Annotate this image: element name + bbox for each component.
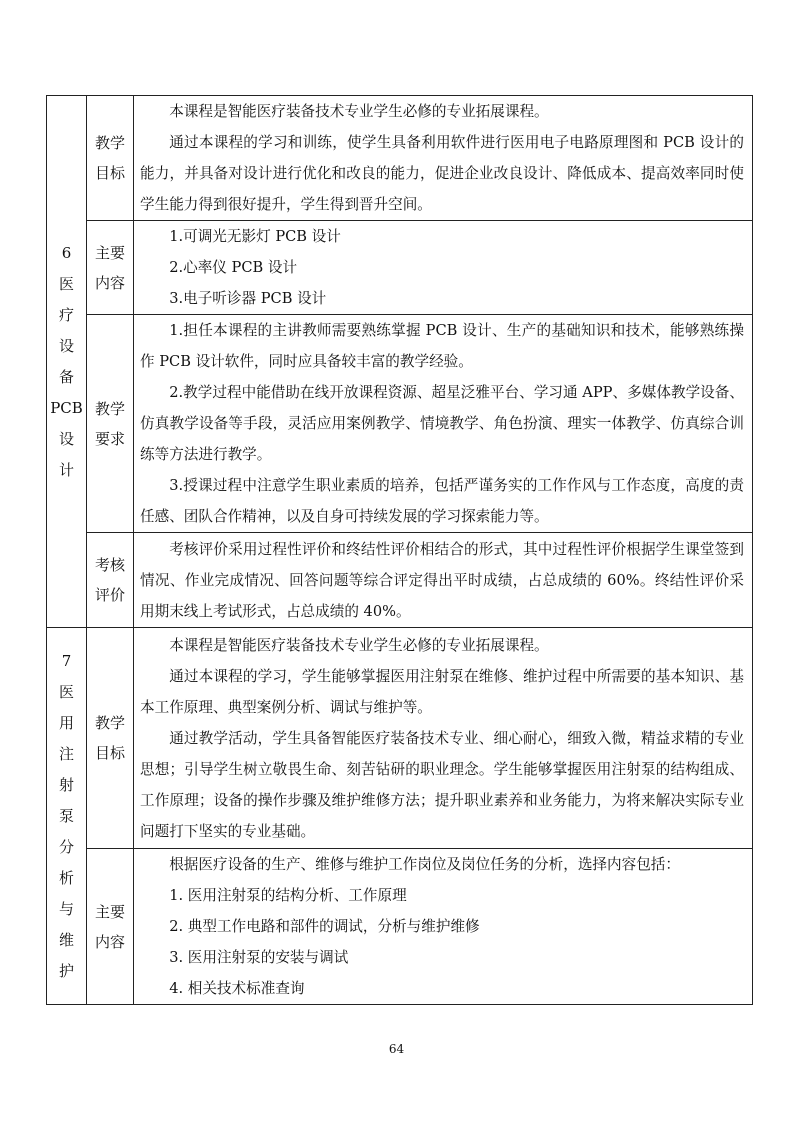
row-label: 目标 (94, 744, 125, 762)
course-title-char: 设 (58, 336, 74, 355)
row-label-cell (87, 315, 134, 533)
course-title-char: 6 (61, 243, 72, 262)
content-paragraph: 1.担任本课程的主讲教师需要熟练掌握 PCB 设计、生产的基础知识和技术，能够熟练操作 PCB 设计软件，同时应具备较丰富的教学经验。 (140, 322, 744, 370)
content-paragraph: 3.电子听诊器 PCB 设计 (169, 290, 327, 307)
course-title-char: PCB (50, 398, 83, 417)
course-title-char: 备 (58, 367, 74, 386)
course-table (46, 95, 753, 1005)
content-paragraph: 3. 医用注射泵的安装与调试 (169, 949, 349, 966)
course-title-char: 泵 (58, 806, 74, 825)
course-title-char: 与 (58, 899, 74, 918)
course-title-char: 医 (58, 274, 74, 293)
content-paragraph: 4. 相关技术标准查询 (169, 980, 305, 997)
row-label: 要求 (94, 429, 125, 448)
row-label: 评价 (94, 586, 125, 604)
row-label-cell (87, 849, 134, 1005)
table-row (47, 849, 753, 1005)
table-row (47, 96, 753, 221)
row-label: 教学 (94, 714, 125, 732)
content-paragraph: 2.教学过程中能借助在线开放课程资源、超星泛雅平台、学习通 APP、多媒体教学设备、仿真教学设备等手段，灵活应用案例教学、情境教学、角色扮演、理实一体教学、仿真综合训练等方法进行教学。 (140, 384, 744, 463)
row-label: 内容 (94, 932, 125, 951)
course-title-char: 医 (58, 682, 74, 701)
content-paragraph: 1.可调光无影灯 PCB 设计 (169, 228, 341, 245)
row-label-cell (87, 533, 134, 628)
row-label: 教学 (94, 399, 125, 418)
course-title-char: 维 (58, 930, 74, 949)
content-paragraph: 本课程是智能医疗装备技术专业学生必修的专业拓展课程。 (169, 636, 549, 654)
content-paragraph: 通过本课程的学习，学生能够掌握医用注射泵在维修、维护过程中所需要的基本知识、基本工作原理、典型案例分析、调试与维护等。 (140, 667, 744, 716)
row-label-cell (87, 96, 134, 221)
row-content-cell (134, 315, 753, 533)
table-row (47, 628, 753, 849)
row-label: 主要 (94, 902, 125, 921)
row-content-cell (134, 221, 753, 315)
course-title-char: 疗 (58, 305, 74, 324)
row-label-cell (87, 221, 134, 315)
content-paragraph: 2. 典型工作电路和部件的调试，分析与维护维修 (169, 918, 480, 935)
content-paragraph: 通过本课程的学习和训练，使学生具备利用软件进行医用电子电路原理图和 PCB 设计的能力，并具备对设计进行优化和改良的能力，促进企业改良设计、降低成本、提高效率同时使学生能力得到很好提升，学生得到晋升空间。 (140, 134, 744, 213)
content-paragraph: 3.授课过程中注意学生职业素质的培养，包括严谨务实的工作作风与工作态度，高度的责任感、团队合作精神，以及自身可持续发展的学习探索能力等。 (140, 477, 744, 525)
course-title-cell (47, 96, 87, 628)
table-row (47, 533, 753, 628)
page-number: 64 (388, 1042, 405, 1056)
row-content-cell (134, 96, 753, 221)
row-content-cell (134, 628, 753, 849)
course-title-char: 分 (58, 837, 74, 856)
course-title-char: 7 (61, 651, 72, 670)
row-label: 目标 (94, 164, 125, 182)
course-title-char: 注 (58, 744, 74, 763)
row-label: 主要 (94, 243, 125, 262)
row-label: 教学 (94, 134, 125, 152)
content-paragraph: 1. 医用注射泵的结构分析、工作原理 (169, 887, 407, 904)
table-row (47, 221, 753, 315)
row-content-cell (134, 533, 753, 628)
course-title-cell (47, 628, 87, 1005)
course-title-char: 射 (58, 775, 74, 794)
row-label: 内容 (94, 273, 125, 292)
course-title-char: 设 (58, 429, 74, 448)
content-paragraph: 通过教学活动，学生具备智能医疗装备技术专业、细心耐心，细致入微，精益求精的专业思想；引导学生树立敬畏生命、刻苦钻研的职业理念。学生能够掌握医用注射泵的结构组成、工作原理；设备的操作步骤及维护维修方法；提升职业素养和业务能力，为将来解决实际专业问题打下坚实的专业基础。 (140, 729, 744, 840)
table-row (47, 315, 753, 533)
content-paragraph: 2.心率仪 PCB 设计 (169, 259, 298, 276)
course-title-char: 用 (58, 713, 74, 732)
content-paragraph: 本课程是智能医疗装备技术专业学生必修的专业拓展课程。 (169, 103, 549, 120)
row-label: 考核 (94, 556, 125, 574)
course-title-char: 析 (58, 868, 74, 887)
content-paragraph: 根据医疗设备的生产、维修与维护工作岗位及岗位任务的分析，选择内容包括： (169, 856, 680, 873)
content-paragraph: 考核评价采用过程性评价和终结性评价相结合的形式，其中过程性评价根据学生课堂签到情况、作业完成情况、回答问题等综合评定得出平时成绩，占总成绩的 60%。终结性评价采用期末线上考试形式，占总成绩的 40%。 (140, 540, 744, 620)
course-title-char: 计 (58, 460, 74, 479)
row-content-cell (134, 849, 753, 1005)
row-label-cell (87, 628, 134, 849)
course-title-char: 护 (58, 961, 74, 980)
